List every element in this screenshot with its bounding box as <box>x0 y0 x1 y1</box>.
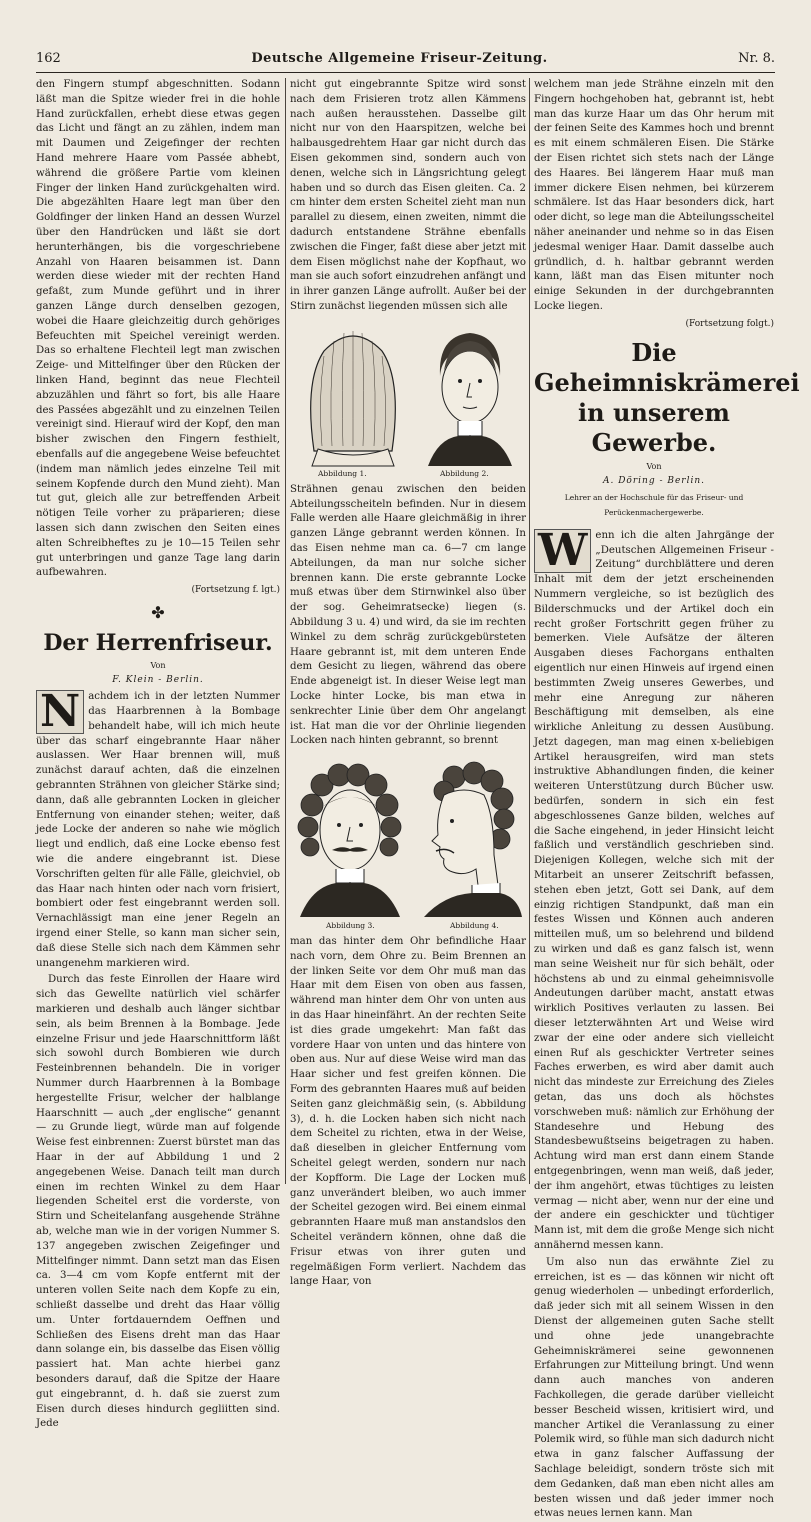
page-number: 162 <box>36 50 61 66</box>
article-paragraph: N achdem ich in der letzten Nummer das Haarbrennen à la Bombage behandelt habe, will ich mich heute über das scharf eingebrannte Haar näher auslassen. Wer Haar brennen will, muß zunächst darauf achten, daß die einzelnen gebrannten Strähnen von gleicher Stärke sind; dann, daß alle gebrannten Locken in gleicher Entfernung von einander stehen; weiter, daß jede Locke der anderen so nahe wie möglich liegt und endlich, daß eine Locke ebenso fest wie die andere eingebrannt ist. Diese Vorschriften gelten für alle Fälle, gleichviel, ob das Haar nach hinten oder nach vorn frisiert, bombiert oder fest eingebrannt werden soll. Vernachlässigt man eine jener Regeln an irgend einer Stelle, so kann man sicher sein, daß diese Stelle sich nach dem Kämmen sehr unangenehm markieren wird. <box>36 686 280 969</box>
column-3 <box>534 78 800 1520</box>
author-name: A. Döring - Berlin. <box>602 476 705 487</box>
article-paragraph: W enn ich die alten Jahrgänge der „Deutschen Allgemeinen Friseur - Zeitung“ durchblättere und deren Inhalt mit dem der jetzt erscheinenden Nummern vergleiche, so ist bezüglich des Bilderschmucks und der Artikel doch ein recht großer Fortschritt gegen früher zu bemerken. Viele Aufsätze der älteren Ausgaben dieses Fachorgans enthalten eigentlich nur einen Hinweis auf irgend einen bestimmten Zweig unseres Gewerbes, und mehr eine Anregung zur näheren Beschäftigung mit demselben, als eine wirkliche Anleitung zu dessen Ausübung. Jetzt dagegen, man mag einen x-beliebigen Artikel herausgreifen, wird man stets instruktive Abhandlungen finden, die keiner weiteren Unterstützung durch Bücher usw. bedürfen, sondern in sich ein fest abgeschlossenes Ganze bilden, welches auf die Sache eingehend, in jeder Hinsicht leicht faßlich und verständlich geschrieben sind. Diejenigen Kollegen, welche sich mit der Mitarbeit an unserer Zeitschrift befassen, stehen eben jetzt, Gott sei Dank, auf dem einzig richtigen Standpunkt, daß man ein festes Wissen und Können auch anderen mitteilen muß, um so belehrend und bildend zu wirken und daß es ganz falsch ist, wenn man seine Weisheit nur für sich behält, oder höchstens ab und zu einmal geheimnisvolle Andeutungen darüber macht, anstatt etwas wirklich Positives verlauten zu lassen. Bei dieser letzterwähnten Art und Weise wird zwar der eine oder andere sich vielleicht einen Ruf als geschickter Vertreter seines Faches erwerben, es wird aber damit auch nicht das mindeste zur Erreichung des Zieles getan, das uns doch als höchstes vorschweben muß: nämlich zur Erhöhung der Standesehre und Hebung des Standesbewußtseins beigetragen zu haben. Achtung wird man erst dann einem Stande entgegenbringen, wenn man weiß, daß jeder, der ihm angehört, etwas tüchtiges zu leisten vermag — nicht aber, wenn nur der eine und der andere ein geschickter und tüchtiger Mann ist, mit dem die große Menge sich nicht annähernd messen kann. <box>534 524 774 1251</box>
column-divider <box>529 78 530 1184</box>
waved-hair-front-illustration <box>292 755 408 917</box>
section-title: Der Herrenfriseur. <box>43 629 273 656</box>
drop-cap: N <box>36 690 84 734</box>
article-paragraph: Um also nun das erwähnte Ziel zu erreichen, ist es — das können wir nicht oft genug wiederholen — unbedingt erforderlich, daß jeder sich mit all seinem Wissen in den Dienst der allgemeinen guten Sache stellt und ohne jede unangebrachte Geheimniskrämerei seine gewonnenen Erfahrungen zur Mitteilung bringt. Und wenn dann auch manches von anderen Fachkollegen, die gerade darüber vielleicht besser Bescheid wissen, kritisiert wird, und mancher Artikel die Veranlassung zu einer Polemik wird, so fühle man sich dadurch nicht etwa in ganz falscher Auffassung der Sachlage beleidigt, sondern tröste sich mit dem Gedanken, daß man eben nicht alles am besten wissen und daß jeder immer noch etwas neues lernen kann. Man <box>534 1256 774 1520</box>
author-name: F. Klein - Berlin. <box>112 675 204 686</box>
article-continuation-text: welchem man jede Strähne einzeln mit den Fingern hochgehoben hat, gebrannt ist, hebt man das kurze Haar um das Ohr herum mit der feinen Seite des Kammes hoch und brennt es mit einem schmäleren Eisen. Die Stärke der Eisen richtet sich stets nach der Länge des Haares. Bei längerem Haar muß man immer dickere Eisen nehmen, bei kürzerem schmälere. Ist das Haar besonders dick, hart oder dicht, so lege man die Abteilungsscheitel näher aneinander und nehme so in das Eisen jedesmal weniger Haar. Damit dasselbe auch gründlich, d. h. haltbar gebrannt werden kann, läßt man das Eisen mitunter noch einige Sekunden in der durchgebrannten Locke liegen. <box>534 79 774 312</box>
figure-caption: Abbildung 2. <box>440 468 489 478</box>
front-face-illustration <box>418 321 522 466</box>
drop-cap: W <box>534 529 591 573</box>
article-paragraph: Durch das feste Einrollen der Haare wird sich das Gewellte natürlich viel schärfer markieren und deshalb auch länger sichtbar sein, als beim Brennen à la Bombage. Jede einzelne Frisur und jede Haarschnittform läßt sich sowohl durch Bombieren wie durch Festeinbrennen behandeln. Die in voriger Nummer durch Haarbrennen à la Bombage hergestellte Frisur, welcher der halblange Haarschnitt — auch „der englische“ genannt — zu Grunde liegt, würde man auf folgende Weise fest einbrennen: Zuerst bürstet man das Haar in der auf Abbildung 1 und 2 angegebenen Weise. Danach teilt man durch einen im rechten Winkel zu dem Haar liegenden Scheitel erst die vorderste, von Stirn und Scheitelanfang ausgehende Strähne ab, welche man wie in der vorigen Nummer S. 137 angegeben zwischen Zeigefinger und Mittelfinger nimmt. Dann setzt man das Eisen ca. 3—4 cm vom Kopfe entfernt mit der unteren vollen Seite nach dem Kopfe zu ein, schließt dasselbe und dreht das Haar völlig um. Unter fortdauerndem Oeffnen und Schließen des Eisens dreht man das Haar dann solange ein, bis dasselbe das Eisen völlig passiert hat. Man achte hierbei ganz besonders darauf, daß die Spitze der Haare gut eingebrannt, d. h. daß sie zuerst zum Eisen durch dieses hindurch gegliitten sind. Jede <box>36 974 280 1430</box>
header-rule <box>36 72 775 73</box>
article-paragraph: Strähnen genau zwischen den beiden Abteilungsscheiteln befinden. Nur in diesem Falle werden alle Haare gleichmäßig in ihrer ganzen Länge gebrannt werden können. In das Eisen nehme man ca. 6—7 cm lange Abteilungen, da man nur solche sicher brennen kann. Die erste gebrannte Locke muß etwas über dem Stirnwinkel also über der sog. Geheimratsecke) liegen (s. Abbildung 3 u. 4) und wird, da sie im rechten Winkel zu dem schräg zurückgebürsteten Haare gebrannt ist, mit dem unteren Ende dem Gesicht zu liegen, während das obere Ende abgeneigt ist. In dieser Weise legt man Locke hinter Locke, bis man etwa in senkrechter Linie über dem Ohr angelangt ist. Hat man die vor der Ohrlinie liegenden Locken nach hinten gebrannt, so brennt <box>290 483 526 747</box>
column-1 <box>36 78 280 1430</box>
section-title: Die Geheimniskrämerei in unserem Gewerbe. <box>534 337 800 457</box>
figure-row-2 <box>290 753 526 931</box>
back-of-head-illustration <box>294 321 412 466</box>
article-continuation-text: den Fingern stumpf abgeschnitten. Sodann läßt man die Spitze wieder frei in die hohle Hand zurückfallen, erhebt diese etwas gegen das Licht und fängt an zu zählen, indem man mit Daumen und Zeigefinger der rechten Hand mehrere Haare vom Passée abhebt, während die größere Partie vom kleinen Finger der linken Hand zurückgehalten wird. Die abgezählten Haare legt man über den Goldfinger der linken Hand an dessen Wurzel über den Handrücken und läßt sie dort herunterhängen, bis die vorgeschriebene Anzahl von Haaren beisammen ist. Dann werden diese wieder mit der rechten Hand gefaßt, zum Munde geführt und in ihrer ganzen Länge durch denselben gezogen, wobei die Haare gleichzeitig durch gehöriges Befeuchten mit Speichel vereinigt werden. Das so erhaltene Flechteil legt man zwischen Zeige- und Mittelfinger über den Rücken der linken Hand, beginnt das neue Flechteil abzuzählen und fährt so fort, bis alle Haare des Passées abgezählt und zu einzelnen Teilen vereinigt sind. Hierauf wird der Kopf, den man bisher zwischen den Fingern festhielt, ebenfalls auf die angegebene Weise befeuchtet (indem man nämlich jedes einzelne Teil mit seinem Kopfende durch den Mund zieht). Man tut gut, gleich alle zur betreffenden Arbeit nötigen Teile vorher zu präparieren; diese lassen sich dann zwischen den Seiten eines alten Schreibheftes zu je 10—15 Teilen sehr gut unterbringen und ganze Tage lang darin aufbewahren. <box>36 79 280 579</box>
waved-hair-profile-illustration <box>414 755 524 917</box>
author-affiliation: Lehrer an der Hochschule für das Friseur- und Perückenmachergewerbe. <box>564 493 744 517</box>
figure-caption: Abbildung 4. <box>450 921 499 931</box>
figure-row-1 <box>290 319 526 479</box>
column-divider <box>285 78 286 1184</box>
continuation-note: (Fortsetzung folgt.) <box>685 318 774 329</box>
running-header <box>36 48 775 68</box>
byline-von: Von <box>646 461 662 471</box>
figure-caption: Abbildung 1. <box>318 468 367 478</box>
newspaper-title: Deutsche Allgemeine Friseur-Zeitung. <box>251 50 548 66</box>
byline-von: Von <box>150 660 166 670</box>
column-2 <box>290 78 526 1292</box>
continuation-note: (Fortsetzung f. lgt.) <box>191 585 280 596</box>
ornament: ✤ <box>151 602 165 622</box>
issue-number: Nr. 8. <box>738 50 775 66</box>
article-paragraph: nicht gut eingebrannte Spitze wird sonst nach dem Frisieren trotz allen Kämmens nach außen herausstehen. Dasselbe gilt nicht nur von den Haarspitzen, welche bei halbausgedrehtem Haar gar nicht durch das Eisen gekommen sind, sondern auch von denen, welche sich in Längsrichtung gelegt haben und so durch das Eisen gleiten. Ca. 2 cm hinter dem ersten Scheitel zieht man nun parallel zu diesem, einen zweiten, nimmt die dadurch entstandene Strähne ebenfalls zwischen die Finger, faßt diese aber jetzt mit dem Eisen möglichst nahe der Kopfhaut, wo man sie auch sofort einzudrehen anfängt und in ihrer ganzen Länge aufrollt. Außer bei der Stirn zunächst liegenden müssen sich alle <box>290 79 526 312</box>
article-paragraph: man das hinter dem Ohr befindliche Haar nach vorn, dem Ohre zu. Beim Brennen an der linken Seite vor dem Ohr muß man das Haar mit dem Eisen von oben aus fassen, während man hinter dem Ohr von unten aus in das Haar hineinfährt. An der rechten Seite ist dies grade umgekehrt: Man faßt das vordere Haar von unten und das hintere von oben aus. Nur auf diese Weise wird man das Haar sicher und fest greifen können. Die Form des gebrannten Haares muß auf beiden Seiten ganz gleichmäßig sein, (s. Abbildung 3), d. h. die Locken haben sich nicht nach dem Scheitel zu richten, etwa in der Weise, daß dieselben in gleicher Entfernung vom Scheitel gelegt werden, sondern nur nach der Kopfform. Die Lage der Locken muß ganz unverändert bleiben, wo auch immer der Scheitel gezogen wird. Bei einem einmal gebrannten Haare muß man anstandslos den Scheitel verändern können, ohne daß die Frisur etwas von ihrer guten und regelmäßigen Form verliert. Nachdem das lange Haar, von <box>290 936 526 1288</box>
figure-caption: Abbildung 3. <box>326 921 375 931</box>
